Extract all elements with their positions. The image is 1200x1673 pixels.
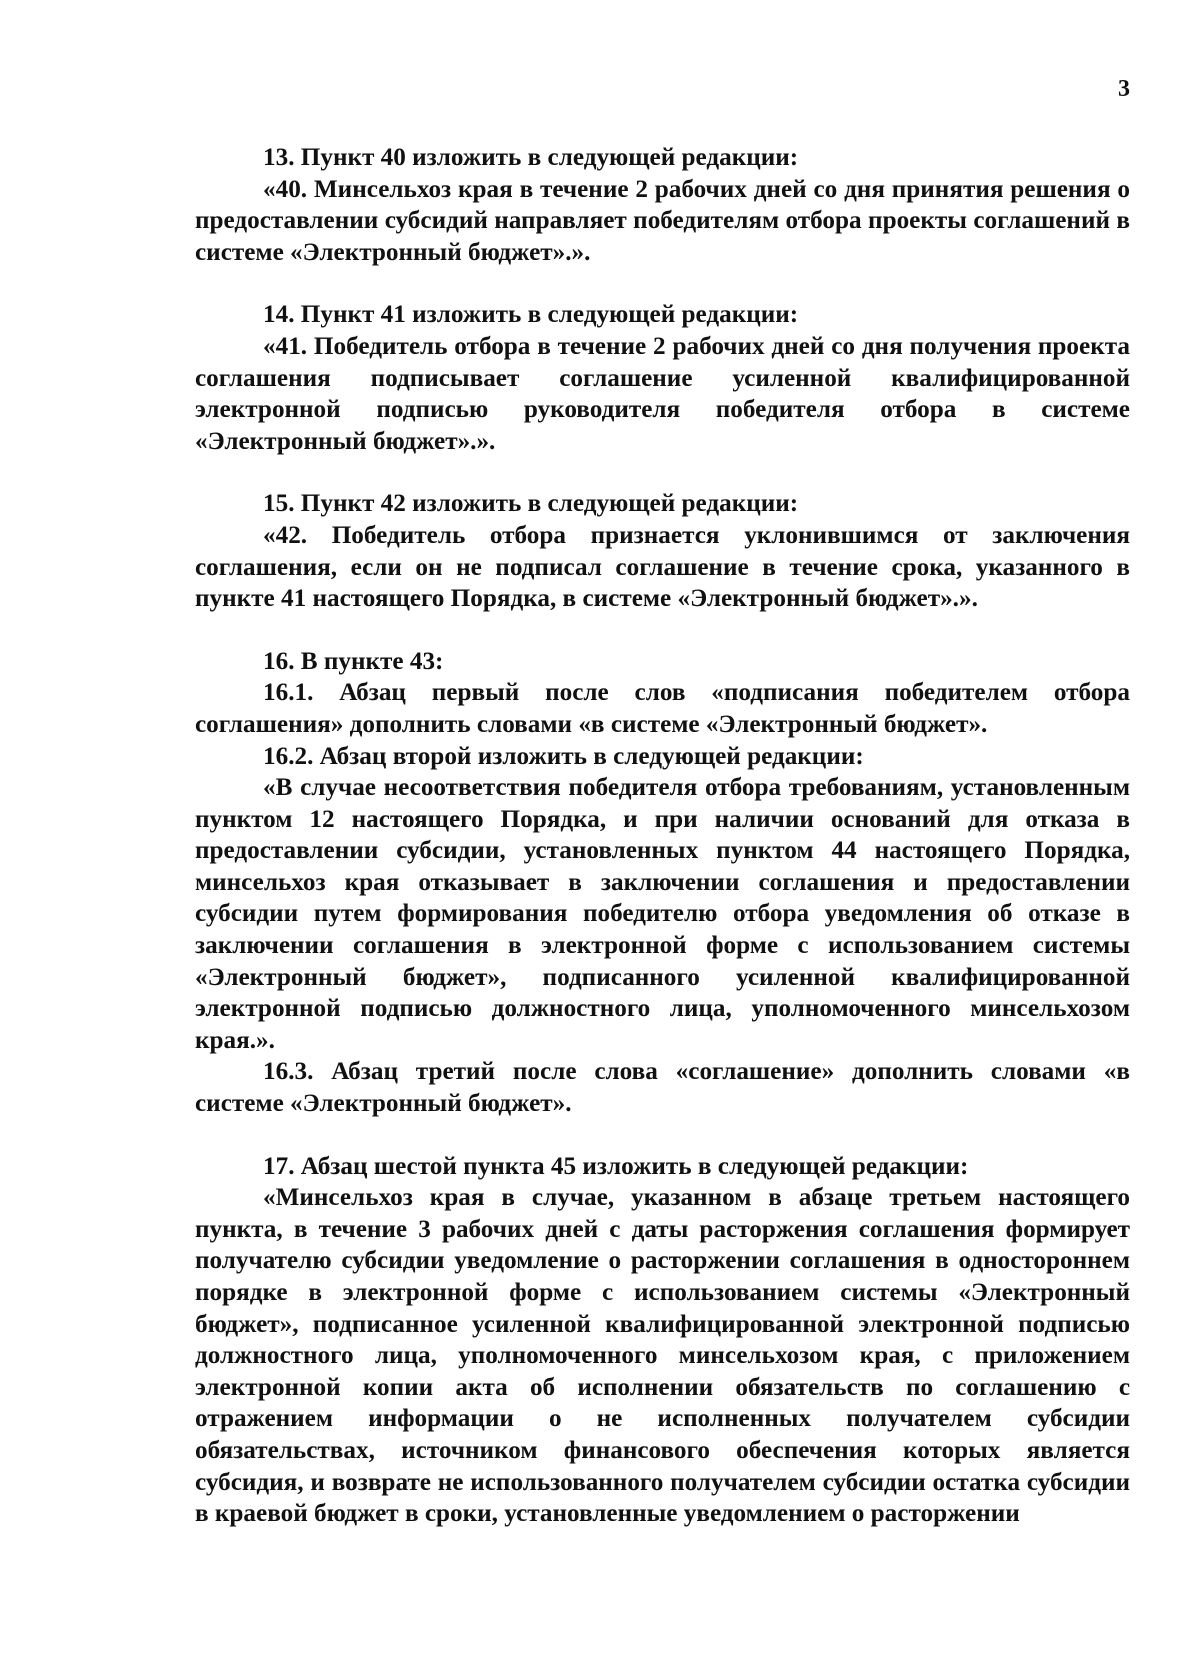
page-number: 3 xyxy=(1118,76,1130,102)
paragraph-16-3: 16.3. Абзац третий после слова «соглашение» дополнить словами «в системе «Электронный бюджет». xyxy=(195,1058,1130,1118)
paragraph-17-heading: 17. Абзац шестой пункта 45 изложить в следующей редакции: xyxy=(263,1152,969,1180)
paragraph-16-heading: 16. В пункте 43: xyxy=(263,647,444,675)
paragraph-14-heading: 14. Пункт 41 изложить в следующей редакции: xyxy=(263,301,799,329)
paragraph-13-text: «40. Минсельхоз края в течение 2 рабочих дней со дня принятия решения о предоставлении субсидий направляет победителям отбора проекты соглашений в системе «Электронный бюджет».». xyxy=(195,175,1130,266)
paragraph-14-text: «41. Победитель отбора в течение 2 рабочих дней со дня получения проекта соглашения подписывает соглашение усиленной квалифицированной электронной подписью руководителя победителя отбора в системе «Электронный бюджет».». xyxy=(195,332,1130,455)
paragraph-15-text: «42. Победитель отбора признается уклонившимся от заключения соглашения, если он не подписал соглашение в течение срока, указанного в пункте 41 настоящего Порядка, в системе «Электронный бюджет».». xyxy=(195,521,1130,613)
paragraph-16-1: 16.1. Абзац первый после слов «подписания победителем отбора соглашения» дополнить словами «в системе «Электронный бюджет». xyxy=(195,679,1130,738)
paragraph-17-text: «Минсельхоз края в случае, указанном в абзаце третьем настоящего пункта, в течение 3 рабочих дней с даты расторжения соглашения формирует получателю субсидии уведомление о расторжении соглашения в одностороннем порядке в электронной форме с использованием системы «Электронный бюджет», подписанное усиленной квалифицированной электронной подписью должностного лица, уполномоченного минсельхозом края, с приложением электронной копии акта об исполнении обязательств по соглашению с отражением информации о не исполненных получателем субсидии обязательствах, источником финансового обеспечения которых является субсидия, и возврате не использованного получателем субсидии остатка субсидии в краевой бюджет в сроки, установленные уведомлением о расторжении xyxy=(195,1184,1130,1528)
paragraph-13-heading: 13. Пункт 40 изложить в следующей редакции: xyxy=(263,144,799,171)
document-body xyxy=(195,142,1130,1530)
paragraph-16-2-heading: 16.2. Абзац второй изложить в следующей редакции: xyxy=(263,742,864,770)
paragraph-15-heading: 15. Пункт 42 изложить в следующей редакции: xyxy=(263,490,799,518)
paragraph-16-2-text: «В случае несоответствия победителя отбора требованиям, установленным пунктом 12 настоящего Порядка, и при наличии оснований для отказа в предоставлении субсидии, установленных пунктом 44 настоящего Порядка, минсельхоз края отказывает в заключении соглашения и предоставлении субсидии путем формирования победителю отбора уведомления об отказе в заключении соглашения в электронной форме с использованием системы «Электронный бюджет», подписанного усиленной квалифицированной электронной подписью должностного лица, уполномоченного минсельхозом края.». xyxy=(195,774,1130,1054)
